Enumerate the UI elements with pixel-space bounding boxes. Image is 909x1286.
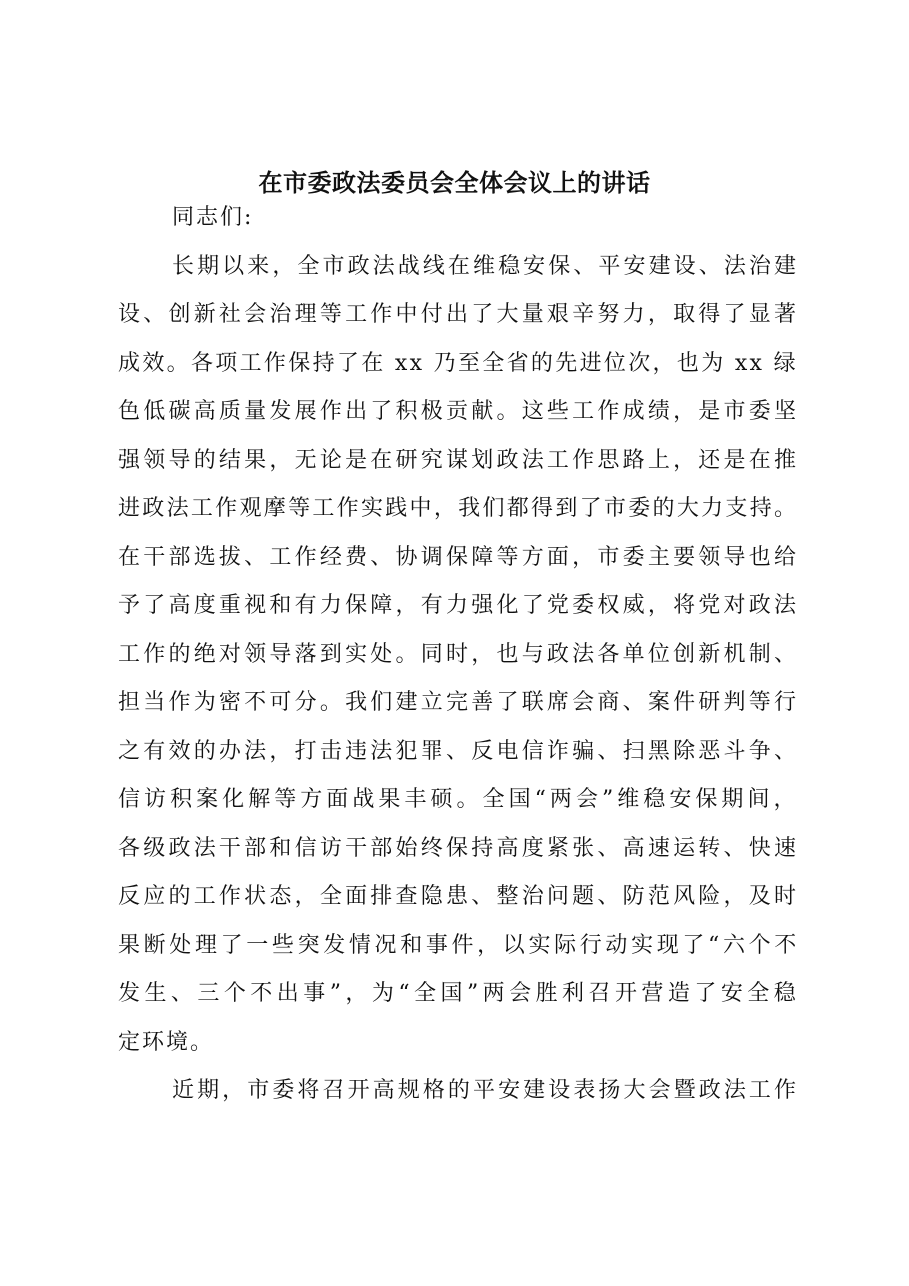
paragraph-1-line: 各级政法干部和信访干部始终保持高度紧张、高速运转、快速	[118, 835, 800, 861]
paragraph-1-line: 信访积案化解等方面战果丰硕。全国“两会”维稳安保期间，	[118, 787, 800, 812]
paragraph-1-line: 果断处理了一些突发情况和事件，以实际行动实现了“六个不	[118, 932, 800, 958]
paragraph-1-line: 进政法工作观摩等工作实践中，我们都得到了市委的大力支持。	[118, 496, 799, 521]
document-title: 在市委政法委员会全体会议上的讲话	[258, 168, 651, 197]
paragraph-1-line: 设、创新社会治理等工作中付出了大量艰辛努力，取得了显著	[118, 302, 800, 327]
paragraph-2-line: 近期，市委将召开高规格的平安建设表扬大会暨政法工作	[172, 1078, 800, 1103]
paragraph-1-line: 在干部选拔、工作经费、协调保障等方面，市委主要领导也给	[118, 544, 800, 570]
paragraph-1-line: 工作的绝对领导落到实处。同时，也与政法各单位创新机制、	[118, 641, 800, 667]
paragraph-1-line: 之有效的办法，打击违法犯罪、反电信诈骗、扫黑除恶斗争、	[118, 738, 800, 764]
paragraph-1-line: 色低碳高质量发展作出了积极贡献。这些工作成绩，是市委坚	[118, 399, 800, 424]
paragraph-1-line: 担当作为密不可分。我们建立完善了联席会商、案件研判等行	[118, 690, 800, 715]
paragraph-1-line: 发生、三个不出事”，为“全国”两会胜利召开营造了安全稳	[118, 981, 801, 1006]
paragraph-1-line: 予了高度重视和有力保障，有力强化了党委权威，将党对政法	[118, 593, 800, 618]
paragraph-1-line: 长期以来，全市政法战线在维稳安保、平安建设、法治建	[172, 253, 800, 279]
paragraph-1-line: 成效。各项工作保持了在 xx 乃至全省的先进位次，也为 xx 绿	[118, 350, 798, 376]
paragraph-1-line: 反应的工作状态，全面排查隐患、整治问题、防范风险，及时	[118, 884, 800, 909]
paragraph-1-line: 定环境。	[118, 1029, 215, 1055]
salutation: 同志们:	[172, 205, 254, 230]
paragraph-1-line: 强领导的结果，无论是在研究谋划政法工作思路上，还是在推	[118, 447, 800, 473]
